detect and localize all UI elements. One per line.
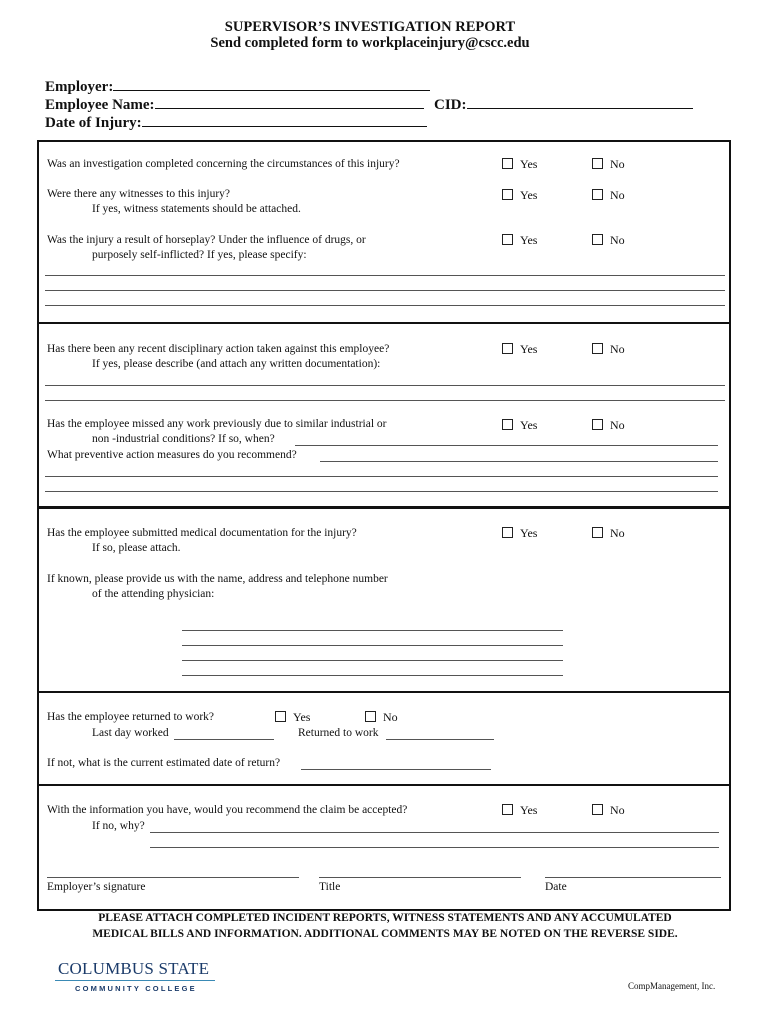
disciplinary-note: If yes, please describe (and attach any written documentation): xyxy=(92,358,381,370)
disciplinary-line-1[interactable] xyxy=(45,385,725,386)
preventive-line-1[interactable] xyxy=(45,476,718,477)
no-label: No xyxy=(610,342,625,356)
witnesses-no-checkbox[interactable] xyxy=(592,189,603,200)
employee-name-label: Employee Name: xyxy=(45,97,155,113)
corp-credit: CompManagement, Inc. xyxy=(628,981,716,991)
medical-doc-no-checkbox[interactable] xyxy=(592,527,603,538)
question-disciplinary: Has there been any recent disciplinary action taken against this employee? xyxy=(47,343,390,355)
section-medical xyxy=(37,507,731,693)
yes-label: Yes xyxy=(520,233,538,247)
cid-field[interactable] xyxy=(467,94,693,109)
physician-note: of the attending physician: xyxy=(92,588,215,600)
date-line[interactable] xyxy=(545,877,721,878)
no-label: No xyxy=(610,526,625,540)
employee-name-field[interactable] xyxy=(155,94,424,109)
returned-no-checkbox[interactable] xyxy=(365,711,376,722)
yes-label: Yes xyxy=(293,710,311,724)
footer-note-line-2: MEDICAL BILLS AND INFORMATION. ADDITIONAL COMMENTS MAY BE NOTED ON THE REVERSE SIDE. xyxy=(92,928,678,940)
question-physician: If known, please provide us with the name, address and telephone number xyxy=(47,573,388,585)
yes-label: Yes xyxy=(520,418,538,432)
section-recommendation xyxy=(37,784,731,911)
cid-row xyxy=(434,94,693,114)
form-subtitle: Send completed form to workplaceinjury@cscc.edu xyxy=(210,35,530,51)
if-no-why-label: If no, why? xyxy=(92,820,145,832)
missed-work-no-checkbox[interactable] xyxy=(592,419,603,430)
no-label: No xyxy=(610,157,625,171)
missed-work-when: non -industrial conditions? If so, when? xyxy=(92,433,275,445)
accept-yes-checkbox[interactable] xyxy=(502,804,513,815)
why-line-1[interactable] xyxy=(150,832,719,833)
yes-label: Yes xyxy=(520,188,538,202)
question-missed-work: Has the employee missed any work previously due to similar industrial or xyxy=(47,418,387,430)
no-label: No xyxy=(610,188,625,202)
physician-line-2[interactable] xyxy=(182,645,563,646)
missed-work-when-line[interactable] xyxy=(295,445,718,446)
returned-yes-checkbox[interactable] xyxy=(275,711,286,722)
why-line-2[interactable] xyxy=(150,847,719,848)
yes-label: Yes xyxy=(520,526,538,540)
question-medical-doc: Has the employee submitted medical documentation for the injury? xyxy=(47,527,357,539)
question-accept-claim: With the information you have, would you recommend the claim be accepted? xyxy=(47,804,408,816)
yes-label: Yes xyxy=(520,342,538,356)
signature-line[interactable] xyxy=(47,877,299,878)
disciplinary-yes-checkbox[interactable] xyxy=(502,343,513,354)
question-investigation: Was an investigation completed concerning the circumstances of this injury? xyxy=(47,158,400,170)
question-returned: Has the employee returned to work? xyxy=(47,711,215,723)
date-of-injury-field[interactable] xyxy=(142,112,427,127)
employee-name-row xyxy=(45,94,424,114)
specify-line-2[interactable] xyxy=(45,290,725,291)
title-label: Title xyxy=(319,881,341,893)
employer-label: Employer: xyxy=(45,79,114,95)
witnesses-yes-checkbox[interactable] xyxy=(502,189,513,200)
question-return-date: If not, what is the current estimated date of return? xyxy=(47,757,281,769)
last-day-label: Last day worked xyxy=(92,727,169,739)
preventive-line-0[interactable] xyxy=(320,461,718,462)
signature-label: Employer’s signature xyxy=(47,881,146,893)
physician-line-1[interactable] xyxy=(182,630,563,631)
horseplay-note: purposely self-inflicted? If yes, please specify: xyxy=(92,249,307,261)
returned-label: Returned to work xyxy=(298,727,379,739)
accept-no-checkbox[interactable] xyxy=(592,804,603,815)
question-horseplay: Was the injury a result of horseplay? Under the influence of drugs, or xyxy=(47,234,366,246)
physician-line-4[interactable] xyxy=(182,675,563,676)
horseplay-yes-checkbox[interactable] xyxy=(502,234,513,245)
date-of-injury-label: Date of Injury: xyxy=(45,115,142,131)
disciplinary-no-checkbox[interactable] xyxy=(592,343,603,354)
investigation-no-checkbox[interactable] xyxy=(592,158,603,169)
footer-note-line-1: PLEASE ATTACH COMPLETED INCIDENT REPORTS, WITNESS STATEMENTS AND ANY ACCUMULATED xyxy=(98,912,672,924)
section-return-to-work xyxy=(37,691,731,786)
form-title: SUPERVISOR’S INVESTIGATION REPORT xyxy=(224,19,516,35)
disciplinary-line-2[interactable] xyxy=(45,400,725,401)
yes-label: Yes xyxy=(520,157,538,171)
college-logo-subtext: COMMUNITY COLLEGE xyxy=(75,984,197,993)
date-label: Date xyxy=(545,881,567,893)
question-preventive: What preventive action measures do you recommend? xyxy=(47,449,297,461)
cid-label: CID: xyxy=(434,97,467,113)
specify-line-3[interactable] xyxy=(45,305,725,306)
college-logo-wordmark: COLUMBUS STATE xyxy=(58,959,210,978)
date-of-injury-row xyxy=(45,112,427,132)
last-day-field[interactable] xyxy=(174,739,274,740)
specify-line-1[interactable] xyxy=(45,275,725,276)
employer-field[interactable] xyxy=(113,76,430,91)
logo-divider xyxy=(55,980,215,981)
returned-field[interactable] xyxy=(386,739,494,740)
physician-line-3[interactable] xyxy=(182,660,563,661)
medical-doc-yes-checkbox[interactable] xyxy=(502,527,513,538)
preventive-line-2[interactable] xyxy=(45,491,718,492)
title-line[interactable] xyxy=(319,877,521,878)
section-investigation xyxy=(37,140,731,324)
witnesses-note: If yes, witness statements should be attached. xyxy=(92,203,301,215)
return-date-field[interactable] xyxy=(301,769,491,770)
no-label: No xyxy=(610,418,625,432)
no-label: No xyxy=(610,803,625,817)
question-witnesses: Were there any witnesses to this injury? xyxy=(47,188,231,200)
no-label: No xyxy=(383,710,398,724)
investigation-yes-checkbox[interactable] xyxy=(502,158,513,169)
section-history xyxy=(37,322,731,508)
employer-row xyxy=(45,76,430,96)
medical-doc-note: If so, please attach. xyxy=(92,542,181,554)
yes-label: Yes xyxy=(520,803,538,817)
no-label: No xyxy=(610,233,625,247)
missed-work-yes-checkbox[interactable] xyxy=(502,419,513,430)
horseplay-no-checkbox[interactable] xyxy=(592,234,603,245)
